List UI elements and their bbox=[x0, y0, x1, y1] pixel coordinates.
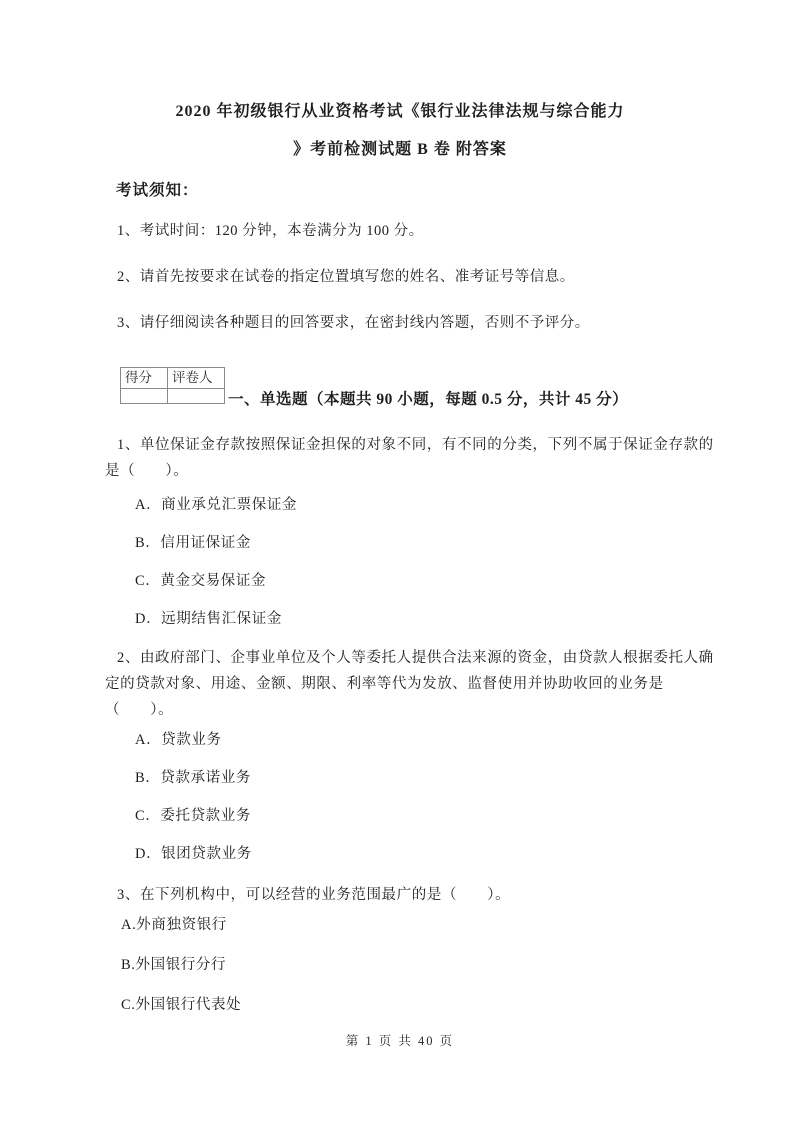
notice-item-1: 1、考试时间：120 分钟，本卷满分为 100 分。 bbox=[117, 223, 424, 239]
score-label-cell: 得分 bbox=[121, 368, 168, 389]
question-1-text: 1、单位保证金存款按照保证金担保的对象不同，有不同的分类，下列不属于保证金存款的是（ ）。 bbox=[105, 437, 714, 479]
question-2-option-b: B．贷款承诺业务 bbox=[135, 770, 251, 786]
question-3-option-b: B.外国银行分行 bbox=[121, 957, 227, 973]
question-1-option-d: D．远期结售汇保证金 bbox=[135, 611, 282, 627]
question-2-option-a: A．贷款业务 bbox=[135, 732, 222, 748]
question-1-option-b: B．信用证保证金 bbox=[135, 535, 251, 551]
score-value-cell bbox=[121, 389, 168, 404]
grader-value-cell bbox=[168, 389, 225, 404]
question-1-option-a: A．商业承兑汇票保证金 bbox=[135, 497, 298, 513]
question-2-options bbox=[135, 733, 252, 862]
score-table-header-row bbox=[121, 368, 225, 389]
page-number-footer: 第 1 页 共 40 页 bbox=[345, 1034, 455, 1048]
question-1-option-c: C．黄金交易保证金 bbox=[135, 573, 267, 589]
question-3-text: 3、在下列机构中，可以经营的业务范围最广的是（ ）。 bbox=[117, 887, 511, 903]
score-table bbox=[120, 367, 225, 404]
grader-label-cell: 评卷人 bbox=[168, 368, 225, 389]
exam-notice-heading: 考试须知： bbox=[116, 182, 199, 199]
question-3-option-a: A.外商独资银行 bbox=[121, 917, 227, 933]
question-2-option-c: C．委托贷款业务 bbox=[135, 808, 251, 824]
document-title-line1: 2020 年初级银行从业资格考试《银行业法律法规与综合能力 bbox=[175, 103, 625, 120]
question-3-options bbox=[121, 918, 241, 1013]
score-table-empty-row bbox=[121, 389, 225, 404]
question-3-option-c: C.外国银行代表处 bbox=[121, 997, 242, 1013]
question-2-text: 2、由政府部门、企事业单位及个人等委托人提供合法来源的资金，由贷款人根据委托人确定的贷款对象、用途、金额、期限、利率等代为发放、监督使用并协助收回的业务是（ ）。 bbox=[105, 650, 714, 718]
notice-item-2: 2、请首先按要求在试卷的指定位置填写您的姓名、准考证号等信息。 bbox=[117, 269, 575, 285]
question-1-options bbox=[135, 498, 297, 627]
notice-item-3: 3、请仔细阅读各种题目的回答要求，在密封线内答题，否则不予评分。 bbox=[117, 315, 590, 331]
question-2-option-d: D．银团贷款业务 bbox=[135, 846, 252, 862]
document-title-line2: 》考前检测试题 B 卷 附答案 bbox=[293, 141, 507, 158]
section-heading-single-choice: 一、单选题（本题共 90 小题，每题 0.5 分，共计 45 分） bbox=[228, 391, 629, 408]
